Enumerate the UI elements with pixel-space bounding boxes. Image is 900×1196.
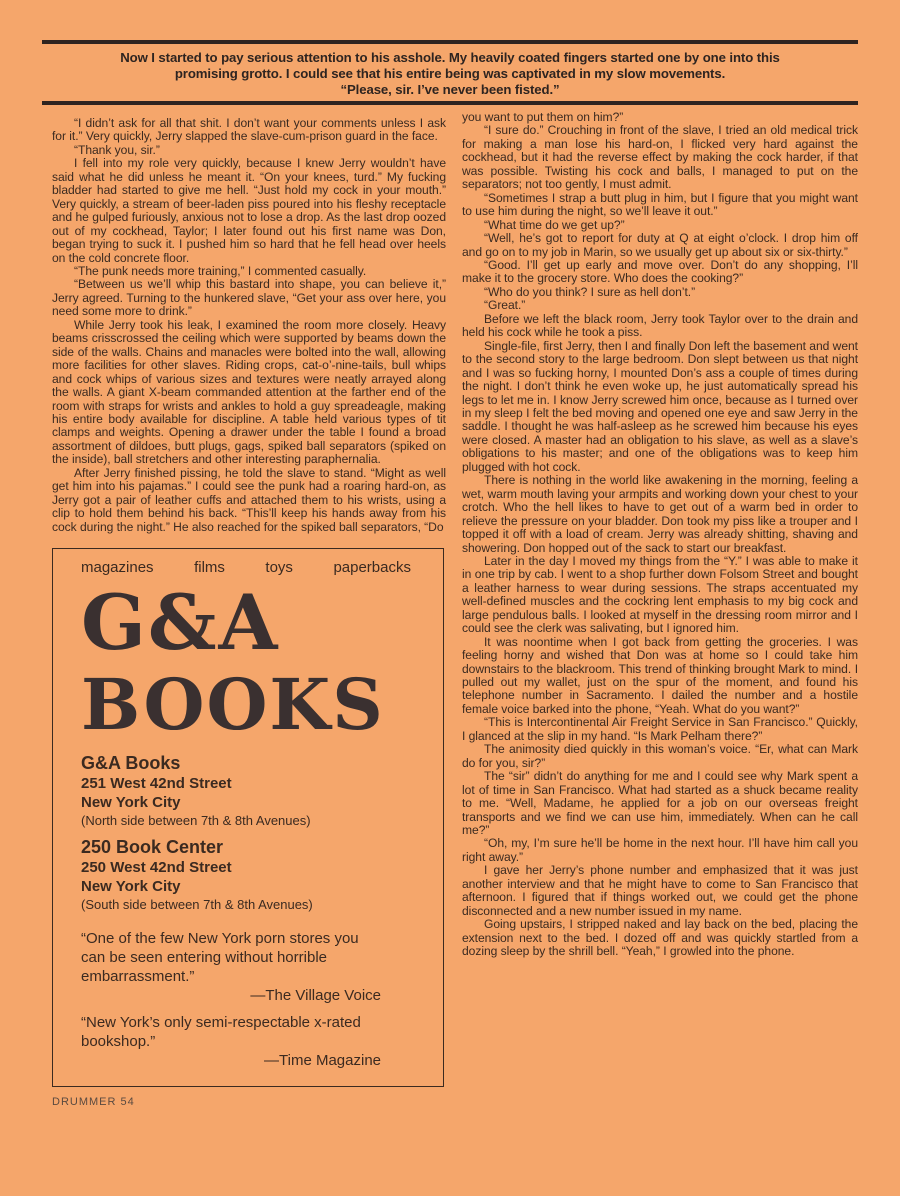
store-name: G&A Books [81,753,181,774]
right-column [462,111,858,959]
paragraph: Later in the day I moved my things from the “Y.” I was able to make it in one trip by cab. I went to a shop further down Folsom Street and bought a leather harness to wear during sessions. The straps accentuated my well-defined muscles and the cockring lent emphasis to my big cock and large pendulous balls. I looked at myself in the dressing room mirror and I could see the clerk was salivating, but I ignored him. [462,553,858,636]
paragraph: “Between us we’ll whip this bastard into shape, you can believe it,” Jerry agreed. Turning to the hunkered slave, “Get your ass over here, you need some more to drink.” [52,277,446,319]
paragraph: “Who do you think? I sure as hell don’t.” [484,284,696,299]
bookstore-advertisement [52,548,444,1087]
quote-text: “New York’s only semi-respectable x-rated bookshop.” [81,1014,361,1051]
paragraph: “Well, he’s got to report for duty at Q at eight o’clock. I drop him off and go on to my job in Marin, so we usually get up about six or six-thirty.” [462,231,858,259]
quote-source: —The Village Voice [250,987,381,1005]
paragraph: “The punk needs more training,” I commented casually. [74,263,367,278]
left-column [52,117,446,534]
ad-logo-line1: G&A [81,578,280,668]
paragraph: “Thank you, sir.” [74,142,160,157]
pull-quote-line: promising grotto. I could see that his entire being was captivated in my slow movements. [174,66,726,81]
paragraph: you want to put them on him?” [462,110,624,124]
ad-category: toys [265,559,293,577]
paragraph: It was noontime when I got back from getting the groceries. I was feeling horny and wished that Don was at home so I could take him downstairs to the blackroom. This trend of thinking brought Mark to mind. I pulled out my wallet, just on the spur of the moment, and found his telephone number in Sacramento. I dailed the number and a hostile female voice barked into the phone, “Yeah. What do you want?” [462,634,858,716]
page-folio: DRUMMER 54 [52,1096,135,1109]
paragraph: The “sir” didn’t do anything for me and I could see why Mark spent a lot of time in San Francisco. What had started as a shuck became reality to me. “Well, Madame, he applied for a job on our overseas freight transports and we find we can use him, immediately. When can he call me?” [462,769,858,838]
paragraph: There is nothing in the world like awakening in the morning, feeling a wet, warm mouth laving your armpits and working down your chest to your crotch. Who the hell likes to have to get out of a warm bed in order to relieve the pressure on your bladder. Don took my piss like a trouper and I topped it off with a load of cream. Jerry was already shitting, shaving and showering. Don hopped out of the sack to start our breakfast. [462,473,858,555]
store-name: 250 Book Center [81,837,224,858]
bottom-rule [42,101,858,105]
paragraph: I fell into my role very quickly, because I knew Jerry wouldn’t have said what he did unless he meant it. “On your knees, turd.” My fucking bladder had started to give me hell. “Just hold my cock in your mouth.” Very quickly, a stream of beer-laden piss poured into his fleshy receptacle and he gulped furiously, anxious not to lose a drop. As the last drop oozed out of my cockhead, Taylor; I later found out his first name was Don, began trying to suck it. I pushed him so hard that he fell head over heels on the cold concrete floor. [52,156,446,265]
paragraph: I gave her Jerry’s phone number and emphasized that it was just another interview and that he might have to come to San Francisco that afternoon. I figured that if things worked out, we could get the phone disconnected and a new number issued in my name. [462,863,858,918]
paragraph: “Oh, my, I’m sure he’ll be home in the next hour. I’ll have him call you right away.” [462,836,858,864]
paragraph: “Great.” [484,298,526,313]
paragraph: “Good. I’ll get up early and move over. Don’t do any shopping, I’ll make it to the grocery store. Who does the cooking?” [462,257,858,286]
top-rule [42,40,858,44]
paragraph: “I didn’t ask for all that shit. I don’t want your comments unless I ask for it.” Very quickly, Jerry slapped the slave-cum-prison guard in the face. [52,116,446,144]
store-note: (South side between 7th & 8th Avenues) [81,897,313,913]
store-note: (North side between 7th & 8th Avenues) [81,813,311,829]
paragraph: “What time do we get up?” [484,217,625,232]
paragraph: After Jerry finished pissing, he told the slave to stand. “Might as well get him into his pajamas.” I could see the punk had a roaring hard-on, as Jerry got a pair of leather cuffs and attached them to his wrists, using a clip to hold them behind his back. “This’ll keep his hands away from his cock during the night.” He also reached for the spiked ball separators, “Do [52,465,446,534]
ad-categories [81,559,411,577]
paragraph: The animosity died quickly in this woman’s voice. “Er, what can Mark do for you, sir?” [462,742,858,770]
pull-quote-line: Now I started to pay serious attention to his asshole. My heavily coated fingers started one by one into this [120,50,780,65]
left-area [52,117,446,1109]
press-quote [81,1013,381,1070]
ad-category: magazines [81,559,154,577]
quote-source: —Time Magazine [264,1052,381,1070]
pull-quote-line: “Please, sir. I’ve never been fisted.” [340,82,560,97]
press-quote [81,929,381,1005]
paragraph: “Sometimes I strap a butt plug in him, but I figure that you might want to use him during the night, so we’ll leave it out.” [462,190,858,219]
store-city: New York City [81,794,181,812]
store-street: 251 West 42nd Street [81,775,232,793]
paragraph: Single-file, first Jerry, then I and finally Don left the basement and went to the second story to the large bedroom. Don slept between us that night and I was so fucking horny, I mounted Don’s ass a couple of times during the night. I don’t think he even woke up, he just automatically spread his legs to let me in. I know Jerry screwed him once, because as I turned over in my sleep I felt the bed moving and opened one eye and saw Jerry in the saddle. I thought he was half-asleep as he screwed him because his eyes were closed. A master had an obligation to his slave, as well as a slave’s obligations to his master; and one of the obligations was to keep him plugged with hot cock. [462,338,858,474]
paragraph: “I sure do.” Crouching in front of the slave, I tried an old medical trick for making a man lose his hard-on, I flicked very hard against the cockhead, but it had the reverse effect by making the cock harder, if that was possible. Twisting his cock and balls, I managed to put on the separators; not too gently, I must admit. [462,123,858,192]
paragraph: Going upstairs, I stripped naked and lay back on the bed, placing the extension next to the bed. I dozed off and was quickly startled from a dozing sleep by the shrill bell. “Yeah,” I growled into the phone. [462,917,858,959]
store-address [81,837,443,913]
store-street: 250 West 42nd Street [81,859,232,877]
paragraph: Before we left the black room, Jerry took Taylor over to the drain and held his cock while he took a piss. [462,311,858,340]
ad-logo-line2: BOOKS [81,663,385,747]
pull-quote [42,50,858,98]
paragraph: “This is Intercontinental Air Freight Service in San Francisco.” Quickly, I glanced at the slip in my hand. “Is Mark Pelham there?” [462,715,858,743]
quote-text: “One of the few New York porn stores you can be seen entering without horrible embarrassment.” [81,930,359,986]
ad-category: paperbacks [333,559,411,577]
ad-category: films [194,559,225,577]
paragraph: While Jerry took his leak, I examined the room more closely. Heavy beams crisscrossed the ceiling which were supported by beams down the side of the walls. Chains and manacles were bolted into the wall, allowing more facilities for other slaves. Riding crops, cat-o’-nine-tails, bull whips and cock whips of various sizes and textures were neatly arrayed along the walls. A giant X-beam commanded attention at the farther end of the room with straps for wrists and ankles to hold a guy spreadeagle, making his entire body available for discipline. A table held various types of tit clamps and weights. Opening a drawer under the table I found a broad assortment of dildoes, butt plugs, gags, spiked ball separators (spiked on the inside), ball stretchers and other interesting paraphernalia. [52,317,446,467]
store-city: New York City [81,878,181,896]
store-address [81,753,443,829]
